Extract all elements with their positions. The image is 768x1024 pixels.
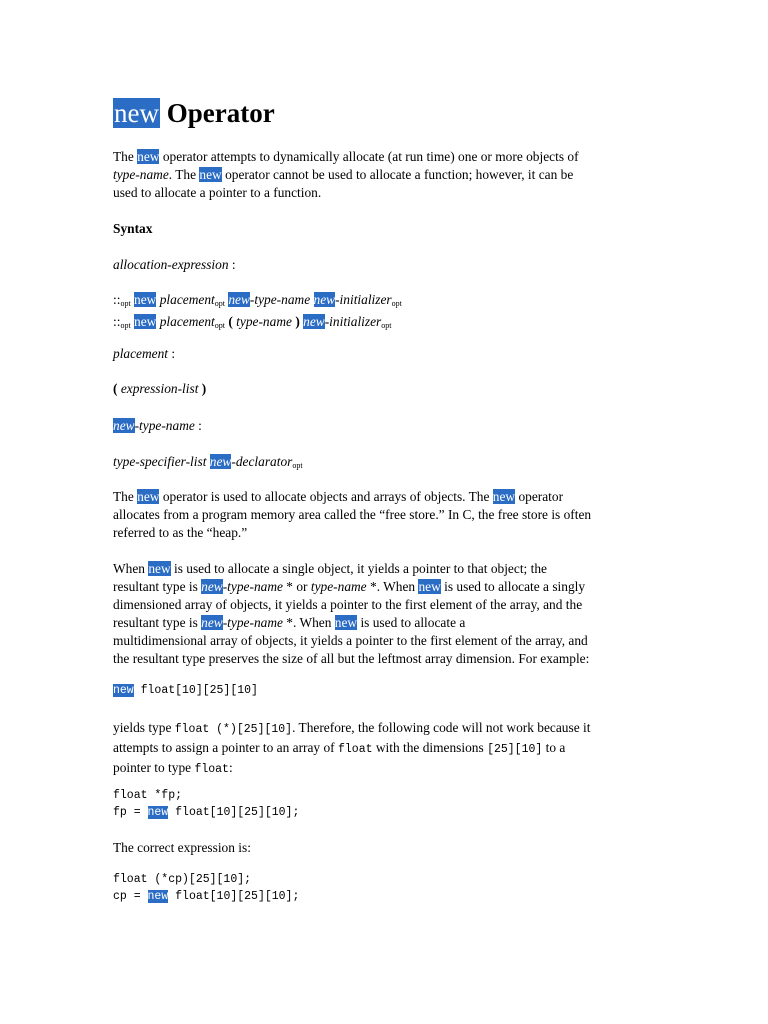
keyword-highlight: new <box>199 167 222 182</box>
keyword-highlight: new <box>201 579 223 594</box>
intro-paragraph: The new operator attempts to dynamically allocate (at run time) one or more objects of type-name. The new operator cannot be used to allocate a function; however, it can be used to allocate a pointer to a function. <box>113 149 579 200</box>
keyword-highlight: new <box>137 489 160 504</box>
syntax-allocation-rules: $::_{opt}$ new placement$_{opt}$ new-type-name new-initializer$_{opt}$ $::_{opt}$ new placement$_{opt}$ ( type-name ) new-initializer$_{opt}$ <box>113 292 402 330</box>
keyword-highlight: new <box>303 314 325 329</box>
page-title <box>113 96 658 130</box>
code-example-1: new float[10][25][10] <box>113 684 258 697</box>
keyword-highlight: new <box>134 314 157 329</box>
syntax-new-type-name-label: new-type-name : <box>113 418 202 433</box>
keyword-highlight: new <box>228 292 250 307</box>
code-example-2: float *fp; fp = new float[10][25][10]; <box>113 789 300 819</box>
syntax-heading: Syntax <box>113 221 153 236</box>
correct-expression-text: The correct expression is: <box>113 840 251 855</box>
keyword-highlight: new <box>147 805 169 819</box>
result-type-paragraph: When new is used to allocate a single object, it yields a pointer to that object; the resultant type is new-type-name * or type-name *. When new is used to allocate a singly dimensioned array of objects, it yields a pointer to the first element of the array, and the resultant type is new-type-name *. When new is used to allocate a multidimensional array of objects, it yields a pointer to the first element of the array, and the resultant type preserves the size of all but the leftmost array dimension. For example: <box>113 561 590 666</box>
syntax-placement-rule: ( expression-list ) <box>113 381 207 396</box>
syntax-allocation-label: allocation-expression : <box>113 257 236 272</box>
code-example-3: float (*cp)[25][10]; cp = new float[10][25][10]; <box>113 873 300 903</box>
keyword-highlight: new <box>148 561 171 576</box>
keyword-highlight: new <box>313 292 336 307</box>
keyword-highlight: new <box>209 454 232 469</box>
keyword-highlight: new <box>418 579 441 594</box>
free-store-paragraph: The new operator is used to allocate objects and arrays of objects. The new operator allocates from a program memory area called the “free store.” In C, the free store is often referred to as the “heap.” <box>113 489 592 540</box>
title-text: Operator <box>166 98 275 128</box>
keyword-highlight: new <box>147 889 169 903</box>
keyword-highlight: new <box>334 615 358 630</box>
keyword-highlight: new <box>137 149 160 164</box>
keyword-highlight: new <box>114 98 159 128</box>
keyword-highlight: new <box>492 489 516 504</box>
dimension-paragraph: yields type float (*)[25][10]. Therefore, the following code will not work because it attempts to assign a pointer to an array of float with the dimensions [25][10] to a pointer to type float: <box>113 720 591 776</box>
keyword-highlight: new <box>113 418 135 433</box>
keyword-highlight: new <box>134 292 157 307</box>
keyword-highlight: new <box>201 615 223 630</box>
keyword-highlight: new <box>113 684 134 697</box>
syntax-new-type-name-rule: type-specifier-list new-declarator$_{opt}$ <box>113 454 303 470</box>
syntax-placement-label: placement : <box>113 346 176 361</box>
